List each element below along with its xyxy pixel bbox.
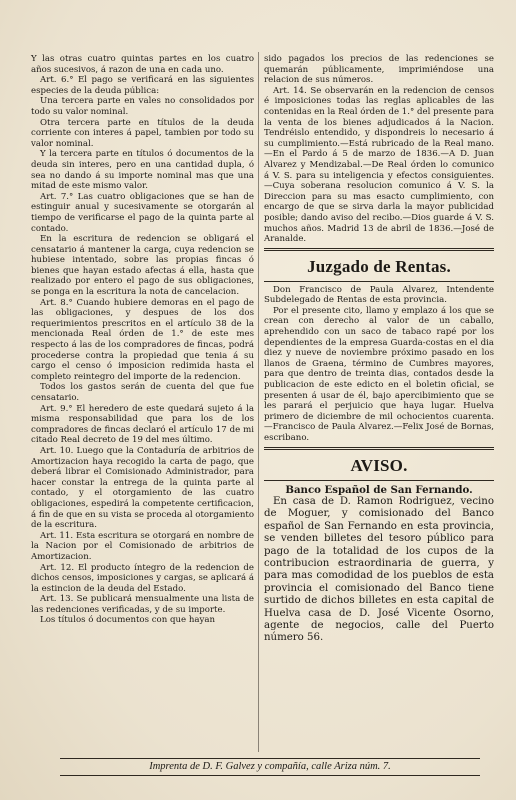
right-paragraph: sido pagados los precios de las redenciones se quemarán públicamente, imprimiéndose una relacion de sus números. xyxy=(264,54,494,86)
aviso-paragraph: En casa de D. Ramon Rodriguez, vecino de Moguer, y comisionado del Banco español de San Fernando en esta provincia, se venden billetes del tesoro público para pago de la totalidad de los cupos de la contribucion estraordinaria de guerra, y para mas comodidad de los pueblos de esta provincia el comisionado del Banco tiene surtido de dichos billetes en esta capital de Huelva casa de D. José Vicente Osorno, agente de negocios, calle del Puerto número 56. xyxy=(264,496,494,644)
right-column xyxy=(264,54,494,645)
juzgado-paragraph: Por el presente cito, llamo y emplazo á los que se crean con derecho al valor de un caballo, aprehendido con un saco de tabaco rapé por los dependientes de la empresa Guarda-costas en el dia diez y nueve de noviembre próximo pasado en los llanos de Graena, término de Cumbres mayores, para que dentro de treinta dias, contados desde la publicacion de este edicto en el boletin oficial, se presenten á usar de él, bajo apercibimiento que se les parará el perjuicio que haya lugar. Huelva primero de diciembre de mil ochocientos cuarenta.—Francisco de Paula Alvarez.—Felix José de Bornas, escribano. xyxy=(264,305,494,443)
left-paragraph: Art. 8.° Cuando hubiere demoras en el pago de las obligaciones, y despues de los dos requerimientos prescritos en el artículo 38 de la mencionada Real órden de 1.° de este mes respecto á las de los compradores de fincas, podrá procederse contra la propiedad que tenia á su cargo el censo ó imposicion redimida hasta el completo reintegro del importe de la redencion. xyxy=(31,297,254,382)
left-paragraph: Todos los gastos serán de cuenta del que fue censatario. xyxy=(31,382,254,403)
juzgado-paragraph: Don Francisco de Paula Alvarez, Intendente Subdelegado de Rentas de esta provincia. xyxy=(264,284,494,306)
left-paragraph: Art. 10. Luego que la Contaduría de arbitrios de Amortizacion haya recogido la carta de pago, que deberá librar el Comisionado Administrador, para hacer constar la entrega de la quinta parte al contado, y el otorgamiento de las cuatro obligaciones, espedirá la competente certificacion, á fin de que en su vista se proceda al otorgamiento de la escritura. xyxy=(31,445,254,531)
left-paragraph: Art. 11. Esta escritura se otorgará en nombre de la Nacion por el Comisionado de arbitrios de Amortizacion. xyxy=(31,530,254,562)
aviso-subhead: Banco Español de San Fernando. xyxy=(285,483,473,496)
left-paragraph: En la escritura de redencion se obligará el censatario á mantener la carga, cuya redencion se hubiese intentado, sobre las propias fincas ó bienes que hayan estado afectas á ella, hasta que realizado por entero el pago de sus obligaciones, se ponga en la escritura la nota de cancelacion. xyxy=(31,234,254,298)
left-paragraph: Una tercera parte en vales no consolidados por todo su valor nominal. xyxy=(31,96,254,117)
left-paragraph: Otra tercera parte en títulos de la deuda corriente con interes á papel, tambien por todo su valor nominal. xyxy=(31,117,254,149)
aviso-title: AVISO. xyxy=(350,455,408,475)
left-column xyxy=(31,54,254,626)
left-paragraph: Art. 7.° Las cuatro obligaciones que se han de estinguir anual y sucesivamente se otorgarán al tiempo de verificarse el pago de la quinta parte al contado. xyxy=(31,191,254,234)
footer-rule xyxy=(60,775,480,776)
section-divider xyxy=(264,248,494,251)
section-divider xyxy=(264,281,494,282)
column-divider xyxy=(258,52,259,752)
imprint-footer: Imprenta de D. F. Galvez y compañía, calle Ariza núm. 7. xyxy=(60,758,480,772)
section-divider xyxy=(264,480,494,481)
left-paragraph: Y las otras cuatro quintas partes en los cuatro años sucesivos, á razon de una en cada uno. xyxy=(31,54,254,75)
left-paragraph: Art. 9.° El heredero de este quedará sujeto á la misma responsabilidad que para los de los compradores de fincas declaró el artículo 17 de mi citado Real decreto de 19 del mes último. xyxy=(31,403,254,446)
right-paragraph: Art. 14. Se observarán en la redencion de censos é imposiciones todas las reglas aplicables de las contenidas en la Real órden de 1.° del presente para la venta de los bienes adjudicados á la Nacion. Tendréislo entendido, y dispondreis lo necesario á su cumplimiento.—Está rubricado de la Real mano.—En el Pardo á 5 de marzo de 1836.—A D. Juan Alvarez y Mendizabal.—De Real órden lo comunico á V. S. para su inteligencia y efectos consiguientes.—Cuya soberana resolucion comunico á V. S. la Direccion para su mas esacto cumplimiento, con encargo de que se sirva darla la mayor publicidad posible; dando aviso del recibo.—Dios guarde á V. S. muchos años. Madrid 13 de abril de 1836.—José de Aranalde. xyxy=(264,85,494,245)
juzgado-title: Juzgado de Rentas. xyxy=(307,256,451,276)
left-paragraph: Art. 13. Se publicará mensualmente una lista de las redenciones verificadas, y de su importe. xyxy=(31,594,254,615)
left-paragraph: Art. 12. El producto íntegro de la redencion de dichos censos, imposiciones y cargas, se aplicará á la estincion de la deuda del Estado. xyxy=(31,562,254,594)
left-paragraph: Los títulos ó documentos con que hayan xyxy=(40,615,216,626)
section-divider xyxy=(264,447,494,450)
left-paragraph: Y la tercera parte en títulos ó documentos de la deuda sin interes, pero en una cantidad dupla, ó sea no dando á su importe nominal mas que una mitad de este mismo valor. xyxy=(31,149,254,192)
left-paragraph: Art. 6.° El pago se verificará en las siguientes especies de la deuda pública: xyxy=(31,75,254,96)
aviso-body xyxy=(264,484,494,645)
